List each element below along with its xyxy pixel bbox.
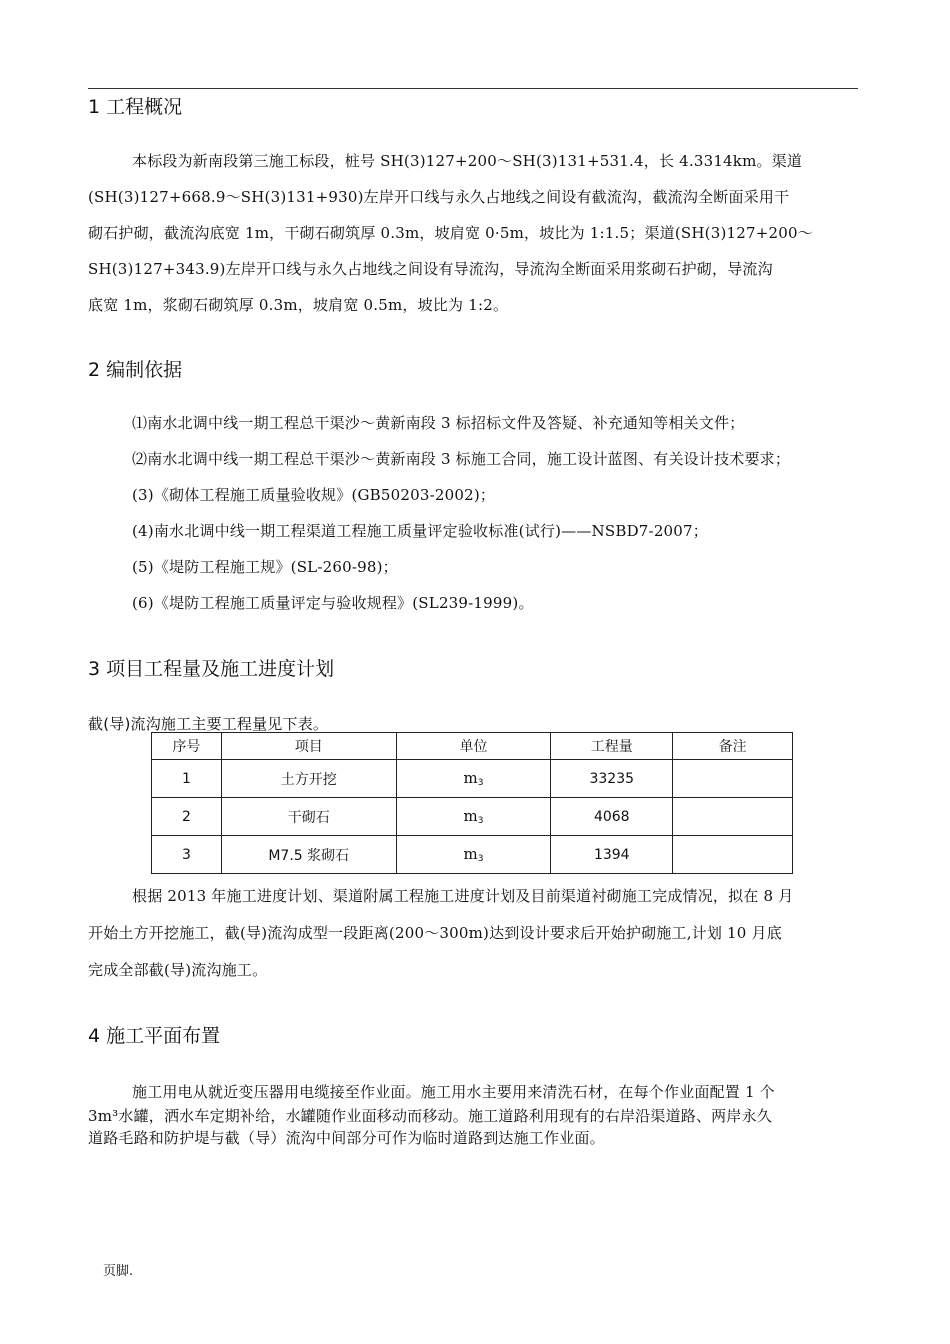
- s4-line-2: 3m³水罐，洒水车定期补给，水罐随作业面移动而移动。施工道路利用现有的右岸沿渠道路、两岸永久: [88, 1107, 772, 1125]
- s4-line-1: 施工用电从就近变压器用电缆接至作业面。施工用水主要用来清洗石材，在每个作业面配置 1 个: [132, 1083, 775, 1101]
- row-no: 2: [152, 798, 222, 836]
- header-note: 备注: [673, 733, 793, 760]
- s3-after-1: 根据 2013 年施工进度计划、渠道附属工程施工进度计划及目前渠道衬砌施工完成情况，拟在 8 月: [132, 887, 794, 905]
- row-unit: [396, 760, 551, 798]
- section-2-title: 2 编制依据: [88, 359, 183, 381]
- header-no: 序号: [152, 733, 222, 760]
- table-row: [152, 798, 793, 836]
- s4-line-3: 道路毛路和防护堤与截（导）流沟中间部分可作为临时道路到达施工作业面。: [88, 1129, 605, 1147]
- row-item: M7.5 浆砌石: [221, 836, 396, 874]
- section-1-title: 1 工程概况: [88, 96, 183, 118]
- row-no: 3: [152, 836, 222, 874]
- table-intro: 截(导)流沟施工主要工程量见下表。: [88, 715, 329, 733]
- row-qty: 1394: [551, 836, 673, 874]
- unit-base: m: [463, 769, 478, 787]
- s2-item-2: ⑵南水北调中线一期工程总干渠沙～黄新南段 3 标施工合同，施工设计蓝图、有关设计技术要求；: [132, 450, 791, 468]
- unit-sub: 3: [477, 854, 484, 864]
- row-unit: [396, 798, 551, 836]
- row-no: 1: [152, 760, 222, 798]
- row-note: [673, 760, 793, 798]
- table-row: [152, 760, 793, 798]
- row-qty: 33235: [551, 760, 673, 798]
- header-qty: 工程量: [551, 733, 673, 760]
- s2-item-6: (6)《堤防工程施工质量评定与验收规程》(SL239-1999)。: [132, 594, 534, 612]
- row-note: [673, 836, 793, 874]
- table-row: [152, 836, 793, 874]
- s3-after-3: 完成全部截(导)流沟施工。: [88, 961, 268, 979]
- unit-base: m: [463, 807, 478, 825]
- s2-item-5: (5)《堤防工程施工规》(SL-260-98)；: [132, 558, 398, 576]
- row-item: 干砌石: [221, 798, 396, 836]
- table-header-row: [152, 733, 793, 760]
- s1-line-2: (SH(3)127+668.9～SH(3)131+930)左岸开口线与永久占地线之间设有截流沟，截流沟全断面采用干: [88, 188, 790, 206]
- quantities-table: [151, 732, 793, 874]
- row-unit: [396, 836, 551, 874]
- header-item: 项目: [221, 733, 396, 760]
- s2-item-3: (3)《砌体工程施工质量验收规》(GB50203-2002)；: [132, 486, 496, 504]
- s1-line-5: 底宽 1m，浆砌石砌筑厚 0.3m，坡肩宽 0.5m，坡比为 1:2。: [88, 296, 509, 314]
- page-footer: 页脚.: [103, 1264, 134, 1279]
- s2-item-1: ⑴南水北调中线一期工程总干渠沙～黄新南段 3 标招标文件及答疑、补充通知等相关文件；: [132, 414, 745, 432]
- unit-base: m: [463, 845, 478, 863]
- unit-sub: 3: [477, 778, 484, 788]
- header-unit: 单位: [396, 733, 551, 760]
- s1-line-4: SH(3)127+343.9)左岸开口线与永久占地线之间设有导流沟，导流沟全断面采用浆砌石护砌，导流沟: [88, 260, 773, 278]
- section-3-title: 3 项目工程量及施工进度计划: [88, 658, 335, 680]
- s2-item-4: (4)南水北调中线一期工程渠道工程施工质量评定验收标准(试行)——NSBD7-2007；: [132, 522, 708, 540]
- s1-line-1: 本标段为新南段第三施工标段，桩号 SH(3)127+200～SH(3)131+531.4，长 4.3314km。渠道: [132, 152, 803, 170]
- row-item: 土方开挖: [221, 760, 396, 798]
- section-4-title: 4 施工平面布置: [88, 1025, 221, 1047]
- s3-after-2: 开始土方开挖施工，截(导)流沟成型一段距离(200～300m)达到设计要求后开始护砌施工,计划 10 月底: [88, 924, 782, 942]
- header-rule: [88, 88, 858, 89]
- s1-line-3: 砌石护砌，截流沟底宽 1m，干砌石砌筑厚 0.3m，坡肩宽 0·5m，坡比为 1:1.5；渠道(SH(3)127+200～: [88, 224, 813, 242]
- row-qty: 4068: [551, 798, 673, 836]
- row-note: [673, 798, 793, 836]
- unit-sub: 3: [477, 816, 484, 826]
